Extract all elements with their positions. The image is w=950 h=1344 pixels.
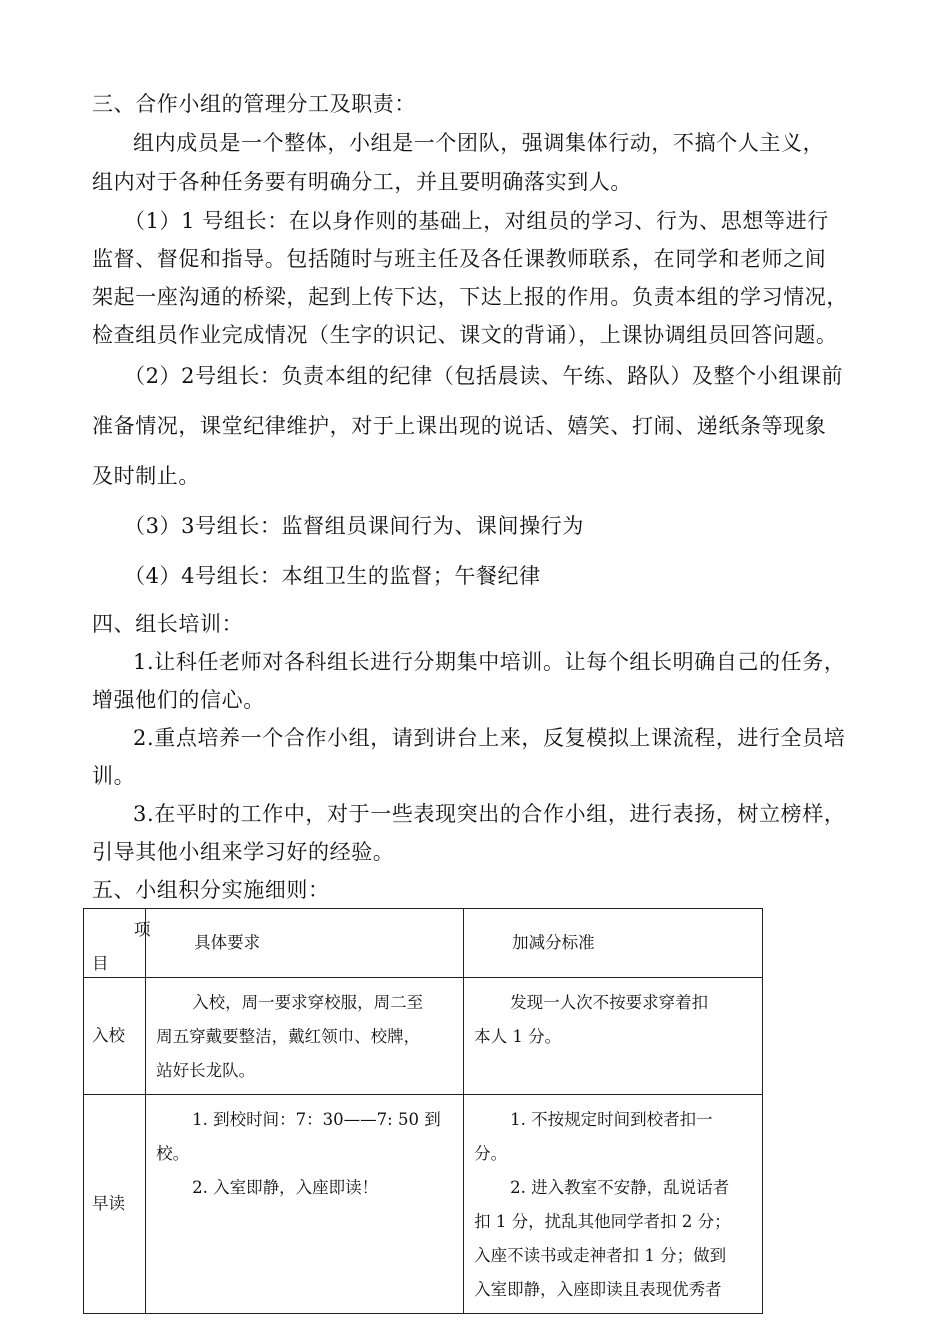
header-standard: 加减分标准 <box>464 909 763 978</box>
row-item-morning-reading: 早读 <box>84 1095 146 1314</box>
requirement-line: 2. 入室即静，入座即读！ <box>192 1178 379 1197</box>
standard-line: 入座不读书或走神者扣 1 分；做到 <box>474 1246 727 1265</box>
item1-line3: 架起一座沟通的桥梁，起到上传下达，下达上报的作用。负责本组的学习情况， <box>92 285 848 309</box>
section4-p2-line1: 2.重点培养一个合作小组，请到讲台上来，反复模拟上课流程，进行全员培 <box>133 726 846 750</box>
item2-line2: 准备情况，课堂纪律维护，对于上课出现的说话、嬉笑、打闹、递纸条等现象 <box>92 414 827 438</box>
requirement-line: 入校，周一要求穿校服，周二至 <box>192 993 424 1012</box>
row-reading-requirement <box>146 1095 464 1314</box>
table-row <box>84 1095 763 1314</box>
section4-p1-line1: 1.让科任老师对各科组长进行分期集中培训。让每个组长明确自己的任务， <box>133 650 846 674</box>
table-header-row <box>84 909 763 978</box>
item2-line1: （2）2号组长：负责本组的纪律（包括晨读、午练、路队）及整个小组课前 <box>124 364 844 388</box>
standard-line: 1. 不按规定时间到校者扣一 <box>510 1110 713 1129</box>
requirement-line: 校。 <box>156 1144 190 1163</box>
item1-line4: 检查组员作业完成情况（生字的识记、课文的背诵），上课协调组员回答问题。 <box>92 323 838 347</box>
standard-line: 入室即静，入座即读且表现优秀者 <box>474 1280 722 1299</box>
section3-heading: 三、合作小组的管理分工及职责： <box>92 92 416 116</box>
row-reading-standard <box>464 1095 763 1314</box>
header-requirement: 具体要求 <box>146 909 464 978</box>
standard-line: 2. 进入教室不安静，乱说话者 <box>510 1178 730 1197</box>
requirement-line: 1. 到校时间：7：30——7: 50 到 <box>192 1110 441 1129</box>
item4-line: （4）4号组长：本组卫生的监督；午餐纪律 <box>124 564 541 588</box>
header-item-bottom: 目 <box>92 954 109 973</box>
item3-line: （3）3号组长：监督组员课间行为、课间操行为 <box>124 514 584 538</box>
section3-intro-line1: 组内成员是一个整体，小组是一个团队，强调集体行动，不搞个人主义， <box>133 131 825 155</box>
row-entry-standard <box>464 978 763 1095</box>
table-row <box>84 978 763 1095</box>
section4-p1-line2: 增强他们的信心。 <box>92 688 265 712</box>
standard-line: 分。 <box>474 1144 508 1163</box>
section4-p3-line2: 引导其他小组来学习好的经验。 <box>92 840 395 864</box>
section5-heading: 五、小组积分实施细则： <box>92 878 330 902</box>
header-item-cell <box>84 909 151 978</box>
header-item-top: 项 <box>134 920 151 939</box>
section4-p3-line1: 3.在平时的工作中，对于一些表现突出的合作小组，进行表扬，树立榜样， <box>133 802 846 826</box>
row-entry-requirement <box>146 978 464 1095</box>
item1-line2: 监督、督促和指导。包括随时与班主任及各任课教师联系，在同学和老师之间 <box>92 247 827 271</box>
standard-line: 本人 1 分。 <box>474 1027 562 1046</box>
section3-intro-line2: 组内对于各种任务要有明确分工，并且要明确落实到人。 <box>92 170 632 194</box>
requirement-line: 站好长龙队。 <box>156 1061 256 1080</box>
standard-line: 扣 1 分，扰乱其他同学者扣 2 分； <box>474 1212 731 1231</box>
row-item-entry: 入校 <box>84 978 146 1095</box>
section4-heading: 四、组长培训： <box>92 612 244 636</box>
item2-line3: 及时制止。 <box>92 464 200 488</box>
requirement-line: 周五穿戴要整洁，戴红领巾、校牌， <box>156 1027 421 1046</box>
standard-line: 发现一人次不按要求穿着扣 <box>510 993 709 1012</box>
scoring-rules-table <box>83 908 763 1314</box>
item1-line1: （1）1 号组长：在以身作则的基础上，对组员的学习、行为、思想等进行 <box>124 209 829 233</box>
section4-p2-line2: 训。 <box>92 764 136 788</box>
